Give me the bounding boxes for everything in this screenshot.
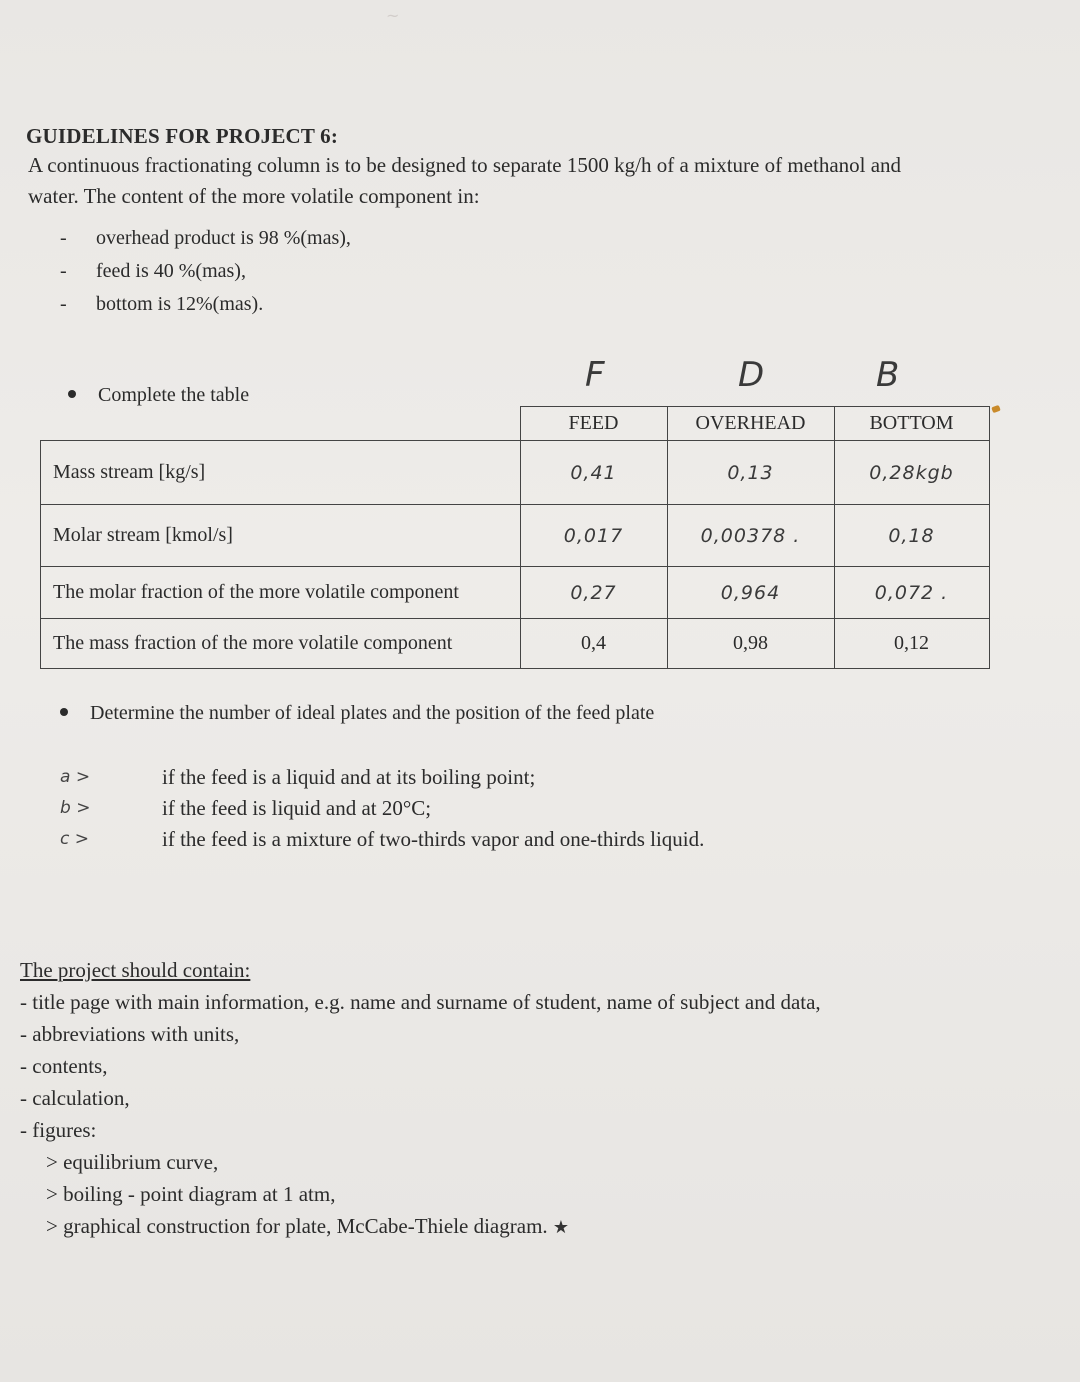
bullet-icon bbox=[68, 390, 76, 398]
list-item: - figures: bbox=[20, 1118, 97, 1142]
page-title: GUIDELINES FOR PROJECT 6: bbox=[26, 124, 339, 148]
handwritten-case-mark: c > bbox=[60, 829, 89, 849]
handwritten-letter-feed: F bbox=[585, 355, 605, 395]
bullet-icon bbox=[60, 708, 68, 716]
intro-paragraph: A continuous fractionating column is to be designed to separate 1500 kg/h of a mixture of methanol and water. The content of the more volatile component in: bbox=[28, 153, 902, 208]
header-feed: FEED bbox=[520, 407, 667, 441]
list-item: c > if the feed is a mixture of two-thirds vapor and one-thirds liquid. bbox=[60, 824, 704, 855]
list-item: - title page with main information, e.g. name and surname of student, name of subject and data, bbox=[20, 990, 821, 1014]
list-item: > boiling - point diagram at 1 atm, bbox=[46, 1182, 336, 1206]
cell-overhead: 0,00378 . bbox=[667, 505, 834, 567]
cell-overhead: 0,964 bbox=[667, 567, 834, 619]
table-row bbox=[41, 567, 990, 619]
feed-cases-list bbox=[60, 762, 704, 855]
cell-bottom: 0,12 bbox=[834, 619, 989, 669]
row-label: The molar fraction of the more volatile component bbox=[41, 567, 521, 619]
cell-feed: 0,27 bbox=[520, 567, 667, 619]
project-title: The project should contain: bbox=[20, 958, 251, 982]
list-item: > equilibrium curve, bbox=[46, 1150, 219, 1174]
cell-bottom: 0,28kgb bbox=[834, 441, 989, 505]
handwritten-letter-overhead: D bbox=[738, 355, 765, 395]
header-bottom: BOTTOM bbox=[834, 407, 989, 441]
complete-table-bullet: Complete the table bbox=[68, 384, 249, 407]
list-item: > graphical construction for plate, McCabe-Thiele diagram. ★ bbox=[46, 1214, 570, 1238]
handwritten-case-mark: b > bbox=[60, 798, 91, 818]
handwritten-case-mark: a > bbox=[60, 767, 91, 787]
row-label: Molar stream [kmol/s] bbox=[41, 505, 521, 567]
cell-feed: 0,017 bbox=[520, 505, 667, 567]
handwritten-letter-bottom: B bbox=[876, 355, 900, 395]
row-label: Mass stream [kg/s] bbox=[41, 441, 521, 505]
cell-feed: 0,4 bbox=[520, 619, 667, 669]
cell-bottom: 0,072 . bbox=[834, 567, 989, 619]
table-row bbox=[41, 441, 990, 505]
streams-table bbox=[40, 406, 990, 669]
list-item: - calculation, bbox=[20, 1086, 130, 1110]
list-item: b > if the feed is liquid and at 20°C; bbox=[60, 793, 704, 824]
list-item: a > if the feed is a liquid and at its boiling point; bbox=[60, 762, 704, 793]
cell-bottom: 0,18 bbox=[834, 505, 989, 567]
list-item: - contents, bbox=[20, 1054, 108, 1078]
determine-bullet: Determine the number of ideal plates and the position of the feed plate bbox=[60, 702, 654, 725]
header-overhead: OVERHEAD bbox=[667, 407, 834, 441]
table-row bbox=[41, 619, 990, 669]
table-row bbox=[41, 505, 990, 567]
list-item: - abbreviations with units, bbox=[20, 1022, 240, 1046]
cell-feed: 0,41 bbox=[520, 441, 667, 505]
list-item: - feed is 40 %(mas), bbox=[60, 260, 246, 282]
row-label: The mass fraction of the more volatile component bbox=[41, 619, 521, 669]
spec-list bbox=[60, 222, 351, 321]
star-icon: ★ bbox=[552, 1217, 570, 1237]
cell-overhead: 0,98 bbox=[667, 619, 834, 669]
table-header-row bbox=[41, 407, 990, 441]
list-item: - bottom is 12%(mas). bbox=[60, 293, 264, 315]
cell-overhead: 0,13 bbox=[667, 441, 834, 505]
bleed-through-text: ~ bbox=[386, 6, 400, 25]
ink-mark bbox=[991, 405, 1001, 413]
project-contents bbox=[20, 954, 940, 1243]
list-item: - overhead product is 98 %(mas), bbox=[60, 227, 351, 249]
